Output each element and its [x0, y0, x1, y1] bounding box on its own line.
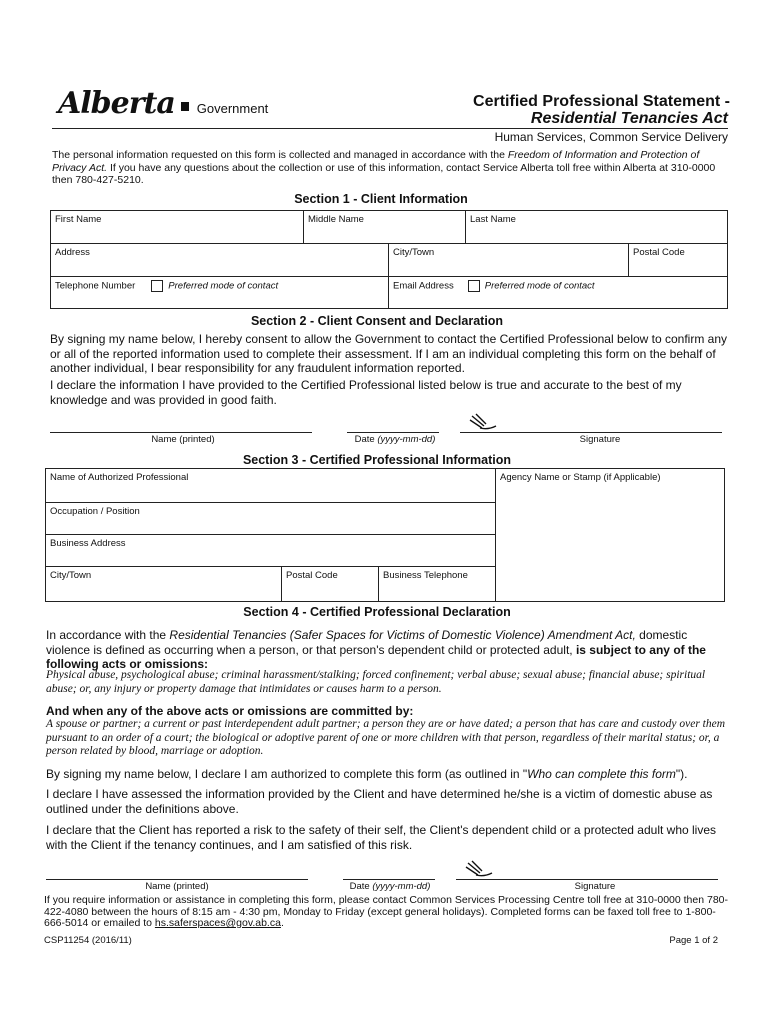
logo-wordmark: Alberta: [58, 86, 175, 121]
risk-declaration: I declare that the Client has reported a risk to the safety of their self, the Client's dependent child or a protected adult who lives with the Client if the tenancy continues, and I am satisfied of this risk.: [46, 823, 717, 852]
form-subtitle: Residential Tenancies Act: [530, 110, 728, 127]
committed-by-list: A spouse or partner; a current or past interdependent adult partner; a person they are or have dated; a person that has care and custody over them pursuant to an order of a court; the biological or adoptive parent of one or more children with that person, regardless of their marital status; or, a person related by blood, marriage or adoption.: [46, 718, 726, 757]
address-field[interactable]: Address: [50, 243, 389, 277]
email-field[interactable]: Email Address Preferred mode of contact: [388, 276, 728, 309]
logo-flag-icon: [181, 102, 189, 111]
section4-title: Section 4 - Certified Professional Declaration: [243, 605, 511, 619]
professional-name-field[interactable]: Name of Authorized Professional: [45, 468, 496, 503]
email-preferred-checkbox[interactable]: [468, 280, 480, 292]
professional-name-label: Name (printed): [145, 881, 209, 892]
assessment-declaration: I declare I have assessed the information provided by the Client and have determined he/she is a victim of domestic abuse as outlined under the definitions above.: [46, 787, 713, 816]
telephone-field[interactable]: Telephone Number Preferred mode of contact: [50, 276, 389, 309]
middle-name-field[interactable]: Middle Name: [303, 210, 466, 244]
help-notice: If you require information or assistance in completing this form, please contact Common Services Processing Centre toll free at 310-0000 then 780-422-4080 between the hours of 8:15 am - 4:30 pm, Monday to Friday (except general holidays). Completed forms can be faxed toll free to 1-800-666-5014 or emailed to hs.saferspaces@gov.ab.ca.: [44, 894, 729, 929]
telephone-preferred-checkbox[interactable]: [151, 280, 163, 292]
authorization-declaration: By signing my name below, I declare I am authorized to complete this form (as outlined in "Who can complete this form").: [46, 767, 688, 781]
professional-postal-field[interactable]: Postal Code: [281, 566, 379, 602]
pen-icon: [462, 859, 496, 884]
professional-date-label: Date (yyyy-mm-dd): [349, 881, 431, 892]
postal-code-field[interactable]: Postal Code: [628, 243, 728, 277]
header-divider: [52, 128, 728, 129]
client-name-line[interactable]: [50, 432, 312, 433]
alberta-logo: [58, 86, 268, 121]
business-address-field[interactable]: Business Address: [45, 534, 496, 567]
client-date-line[interactable]: [347, 432, 439, 433]
definition-paragraph: In accordance with the Residential Tenancies (Safer Spaces for Victims of Domestic Violence) Amendment Act, domestic violence is defined as occurring when a person, or that person's dependent child or protected adult, is subject to any of the following acts or omissions:: [46, 628, 706, 671]
professional-city-field[interactable]: City/Town: [45, 566, 282, 602]
section1-title: Section 1 - Client Information: [294, 192, 468, 206]
last-name-field[interactable]: Last Name: [465, 210, 728, 244]
consent-paragraph: By signing my name below, I hereby consent to allow the Government to contact the Certified Professional below to confirm any or all of the reported information used to complete their assessment. If I am an individual completing this form on the behalf of another individual, I bear responsibility for any fraudulent information reported.: [50, 332, 728, 375]
section3-title: Section 3 - Certified Professional Information: [242, 453, 512, 467]
professional-name-line[interactable]: [46, 879, 308, 880]
client-signature-label: Signature: [579, 434, 621, 445]
pen-icon: [466, 412, 500, 437]
business-telephone-field[interactable]: Business Telephone: [378, 566, 496, 602]
agency-stamp-field[interactable]: Agency Name or Stamp (if Applicable): [495, 468, 725, 602]
section2-title: Section 2 - Client Consent and Declaration: [250, 314, 504, 328]
privacy-notice: The personal information requested on this form is collected and managed in accordance with the Freedom of Information and Protection of Privacy Act. If you have any questions about the collection or use of this information, contact Service Alberta toll free within Alberta at 310-0000 then 780-427-5210.: [52, 149, 716, 186]
acts-list: Physical abuse, psychological abuse; criminal harassment/stalking; forced confinement; verbal abuse; sexual abuse; financial abuse; spiritual abuse; or, any injury or property damage that intimidates or causes harm to a person.: [46, 669, 706, 695]
city-field[interactable]: City/Town: [388, 243, 629, 277]
client-name-label: Name (printed): [151, 434, 215, 445]
form-title: Certified Professional Statement -: [473, 93, 730, 110]
professional-signature-label: Signature: [574, 881, 616, 892]
professional-date-line[interactable]: [343, 879, 435, 880]
occupation-field[interactable]: Occupation / Position: [45, 502, 496, 535]
logo-government: Government: [196, 101, 269, 116]
department: Human Services, Common Service Delivery: [494, 130, 728, 144]
form-id: CSP11254 (2016/11): [44, 935, 132, 946]
first-name-field[interactable]: First Name: [50, 210, 304, 244]
client-signature-line[interactable]: [460, 432, 722, 433]
professional-signature-line[interactable]: [456, 879, 718, 880]
committed-by-heading: And when any of the above acts or omissions are committed by:: [46, 704, 414, 718]
page-number: Page 1 of 2: [669, 935, 718, 946]
support-email-link[interactable]: hs.saferspaces@gov.ab.ca: [154, 917, 281, 929]
declaration-paragraph: I declare the information I have provided to the Certified Professional listed below is true and accurate to the best of my knowledge and was provided in good faith.: [50, 378, 682, 407]
client-date-label: Date (yyyy-mm-dd): [354, 434, 436, 445]
